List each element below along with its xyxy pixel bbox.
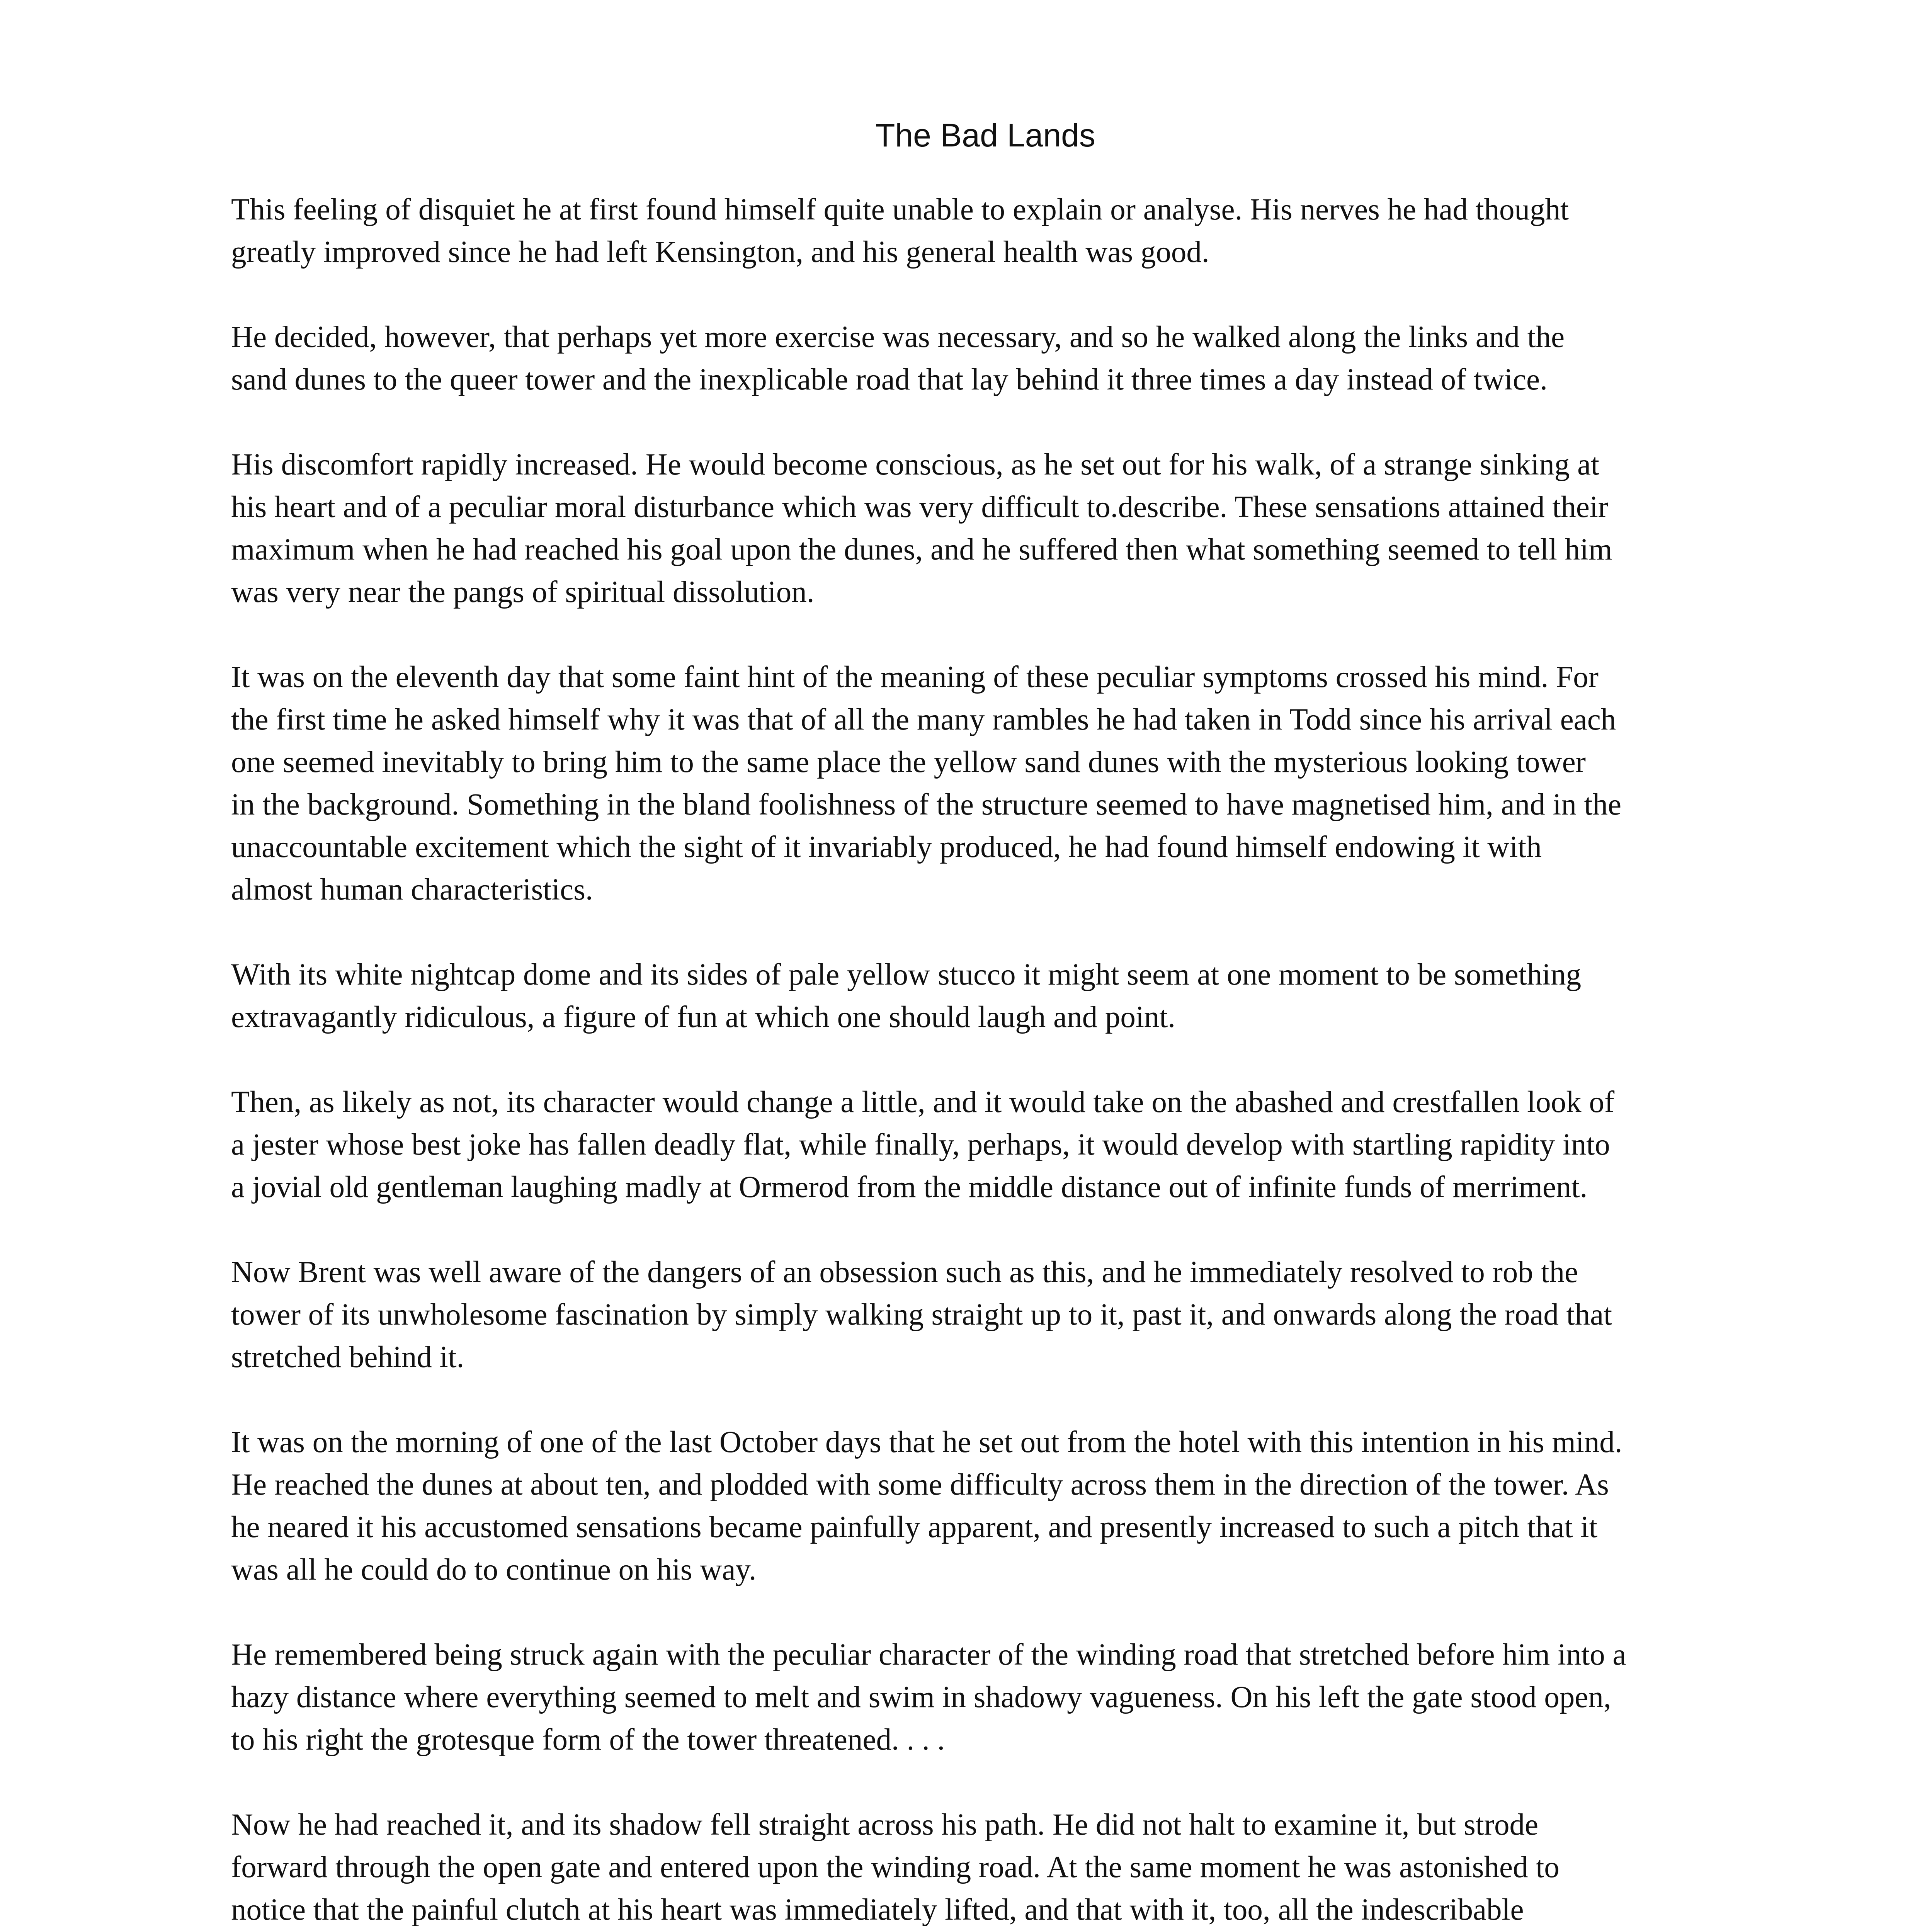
text-line: extravagantly ridiculous, a figure of fun at which one should laugh and point. bbox=[231, 1000, 1175, 1034]
text-line: the first time he asked himself why it was that of all the many rambles he had taken in Todd since his arrival each bbox=[231, 703, 1616, 736]
text-line: forward through the open gate and entered upon the winding road. At the same moment he was astonished to bbox=[231, 1850, 1560, 1884]
text-line: Then, as likely as not, its character would change a little, and it would take on the abashed and crestfallen look of bbox=[231, 1085, 1615, 1119]
text-line: hazy distance where everything seemed to melt and swim in shadowy vagueness. On his left the gate stood open, bbox=[231, 1680, 1611, 1714]
text-line: Now he had reached it, and its shadow fell straight across his path. He did not halt to examine it, but strode bbox=[231, 1808, 1539, 1842]
paragraph-9 bbox=[231, 1634, 1869, 1761]
text-line: to his right the grotesque form of the tower threatened. . . . bbox=[231, 1723, 945, 1757]
text-line: With its white nightcap dome and its sides of pale yellow stucco it might seem at one moment to be something bbox=[231, 958, 1582, 992]
text-line: tower of its unwholesome fascination by simply walking straight up to it, past it, and onwards along the road that bbox=[231, 1298, 1612, 1332]
text-line: He reached the dunes at about ten, and plodded with some difficulty across them in the direction of the tower. As bbox=[231, 1468, 1609, 1502]
text-line: Now Brent was well aware of the dangers of an obsession such as this, and he immediately resolved to rob the bbox=[231, 1255, 1578, 1289]
text-line: in the background. Something in the bland foolishness of the structure seemed to have magnetised him, and in the bbox=[231, 788, 1622, 821]
paragraph-2 bbox=[231, 316, 1869, 401]
text-line: notice that the painful clutch at his heart was immediately lifted, and that with it, too, all the indescribable bbox=[231, 1893, 1524, 1927]
text-line: was very near the pangs of spiritual dissolution. bbox=[231, 575, 815, 609]
text-line: unaccountable excitement which the sight of it invariably produced, he had found himself endowing it with bbox=[231, 830, 1542, 864]
paragraph-5 bbox=[231, 954, 1869, 1039]
text-line: greatly improved since he had left Kensington, and his general health was good. bbox=[231, 235, 1209, 269]
paragraph-3 bbox=[231, 444, 1869, 614]
text-line: his heart and of a peculiar moral disturbance which was very difficult to.describe. These sensations attained their bbox=[231, 490, 1609, 524]
body-text bbox=[231, 189, 1869, 1932]
text-line: He remembered being struck again with the peculiar character of the winding road that stretched before him into a bbox=[231, 1638, 1626, 1672]
paragraph-4 bbox=[231, 656, 1869, 911]
text-line: almost human characteristics. bbox=[231, 873, 593, 906]
paragraph-10 bbox=[231, 1804, 1869, 1932]
text-line: It was on the eleventh day that some faint hint of the meaning of these peculiar symptoms crossed his mind. For bbox=[231, 660, 1599, 694]
text-line: This feeling of disquiet he at first found himself quite unable to explain or analyse. His nerves he had thought bbox=[231, 193, 1569, 226]
text-line: was all he could do to continue on his way. bbox=[231, 1553, 757, 1587]
text-line: It was on the morning of one of the last October days that he set out from the hotel with this intention in his mind. bbox=[231, 1425, 1622, 1459]
text-line: a jovial old gentleman laughing madly at Ormerod from the middle distance out of infinite funds of merriment. bbox=[231, 1170, 1588, 1204]
paragraph-7 bbox=[231, 1251, 1869, 1379]
text-line: maximum when he had reached his goal upon the dunes, and he suffered then what something seemed to tell him bbox=[231, 533, 1612, 566]
running-header: The Bad Lands bbox=[875, 117, 1095, 153]
paragraph-8 bbox=[231, 1421, 1869, 1591]
paragraph-6 bbox=[231, 1081, 1869, 1209]
text-line: one seemed inevitably to bring him to the same place the yellow sand dunes with the mysterious looking tower bbox=[231, 745, 1586, 779]
text-line: he neared it his accustomed sensations became painfully apparent, and presently increased to such a pitch that it bbox=[231, 1510, 1598, 1544]
text-line: stretched behind it. bbox=[231, 1340, 464, 1374]
text-line: He decided, however, that perhaps yet more exercise was necessary, and so he walked along the links and the bbox=[231, 320, 1565, 354]
text-line: sand dunes to the queer tower and the inexplicable road that lay behind it three times a day instead of twice. bbox=[231, 363, 1548, 396]
paragraph-1 bbox=[231, 189, 1869, 274]
text-line: a jester whose best joke has fallen deadly flat, while finally, perhaps, it would develop with startling rapidity into bbox=[231, 1128, 1610, 1162]
text-line: His discomfort rapidly increased. He would become conscious, as he set out for his walk, of a strange sinking at bbox=[231, 448, 1599, 481]
